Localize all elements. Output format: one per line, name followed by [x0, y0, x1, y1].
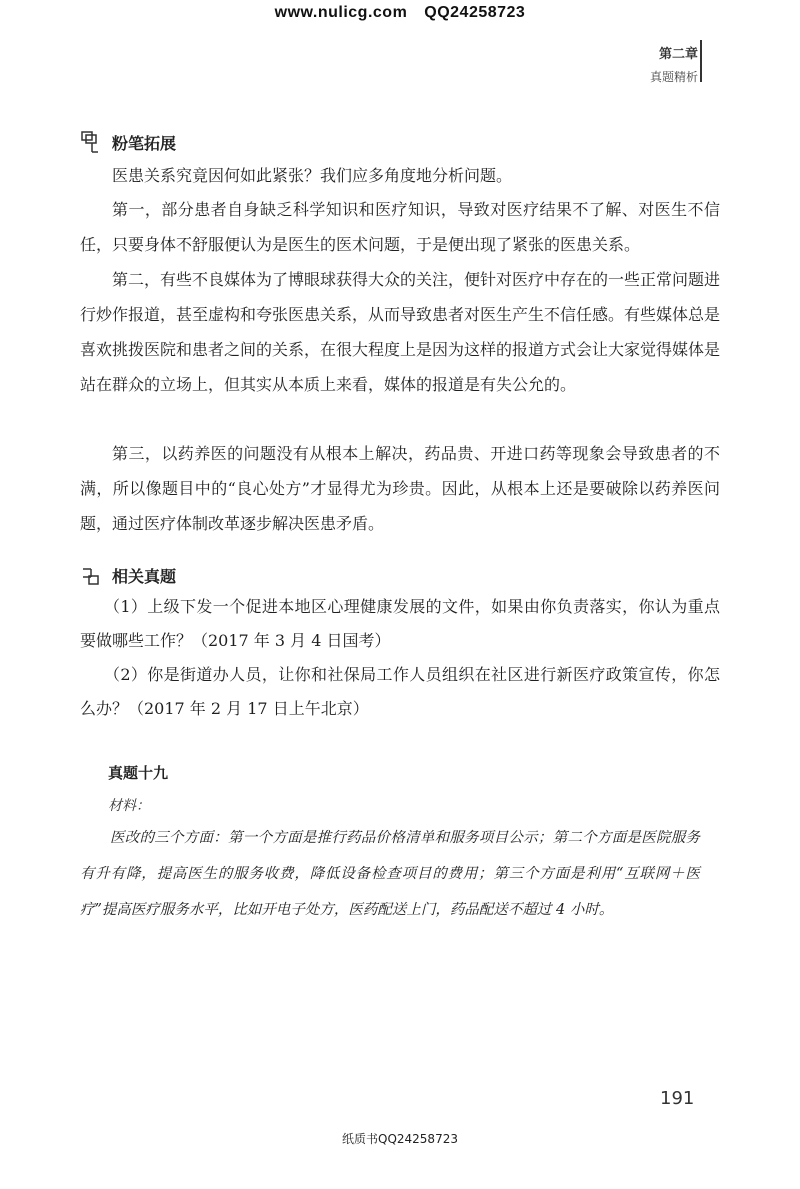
- related-heading-text: 相关真题: [112, 567, 177, 586]
- watermark-site: www.nulicg.com: [274, 4, 408, 21]
- extension-paragraph-2: 第二，有些不良媒体为了博眼球获得大众的关注，便针对医疗中存在的一些正常问题进行炒作报道，甚至虚构和夸张医患关系，从而导致患者对医生产生不信任感。有些媒体总是喜欢挑拨医院和患者之间的关系，在很大程度上是因为这样的报道方式会让大家觉得媒体是站在群众的立场上，但其实从本质上来看，媒体的报道是有失公允的。: [80, 270, 721, 394]
- exam-title: 真题十九: [108, 764, 169, 782]
- related-question-icon: [80, 565, 102, 587]
- watermark-qq: QQ24258723: [424, 4, 526, 21]
- material-label: 材料：: [108, 798, 150, 814]
- chapter-title: 第二章: [658, 47, 698, 62]
- chapter-subtitle: 真题精析: [649, 70, 698, 84]
- extension-paragraph-1: 第一，部分患者自身缺乏科学知识和医疗知识，导致对医疗结果不了解、对医生不信任，只要身体不舒服便认为是医生的医术问题，于是便出现了紧张的医患关系。: [80, 200, 720, 254]
- chalk-note-icon: [80, 130, 102, 154]
- top-watermark: [0, 4, 800, 22]
- bottom-watermark: 纸质书QQ24258723: [342, 1132, 458, 1146]
- extension-heading-text: 粉笔拓展: [112, 133, 177, 153]
- chapter-header: [650, 44, 698, 88]
- extension-intro: 医患关系究竟因何如此紧张？我们应多角度地分析问题。: [112, 166, 513, 185]
- extension-paragraph-3: 第三，以药养医的问题没有从根本上解决，药品贵、开进口药等现象会导致患者的不满，所以像题目中的“良心处方”才显得尤为珍贵。因此，从根本上还是要破除以药养医问题，通过医疗体制改革逐步解决医患矛盾。: [80, 444, 720, 533]
- extension-heading: [80, 130, 176, 154]
- page-number: 191: [660, 1088, 695, 1109]
- related-question-2: （2）你是街道办人员，让你和社保局工作人员组织在社区进行新医疗政策宣传，你怎么办？（2017 年 2 月 17 日上午北京）: [80, 665, 720, 718]
- related-heading: [80, 564, 176, 587]
- chapter-divider: [700, 40, 702, 82]
- related-question-1: （1）上级下发一个促进本地区心理健康发展的文件，如果由你负责落实，你认为重点要做哪些工作？（2017 年 3 月 4 日国考）: [80, 597, 720, 650]
- material-text: 医改的三个方面：第一个方面是推行药品价格清单和服务项目公示；第二个方面是医院服务有升有降，提高医生的服务收费，降低设备检查项目的费用；第三个方面是利用“互联网＋医疗”提高医疗服务水平，比如开电子处方，医药配送上门，药品配送不超过 4 小时。: [80, 830, 700, 918]
